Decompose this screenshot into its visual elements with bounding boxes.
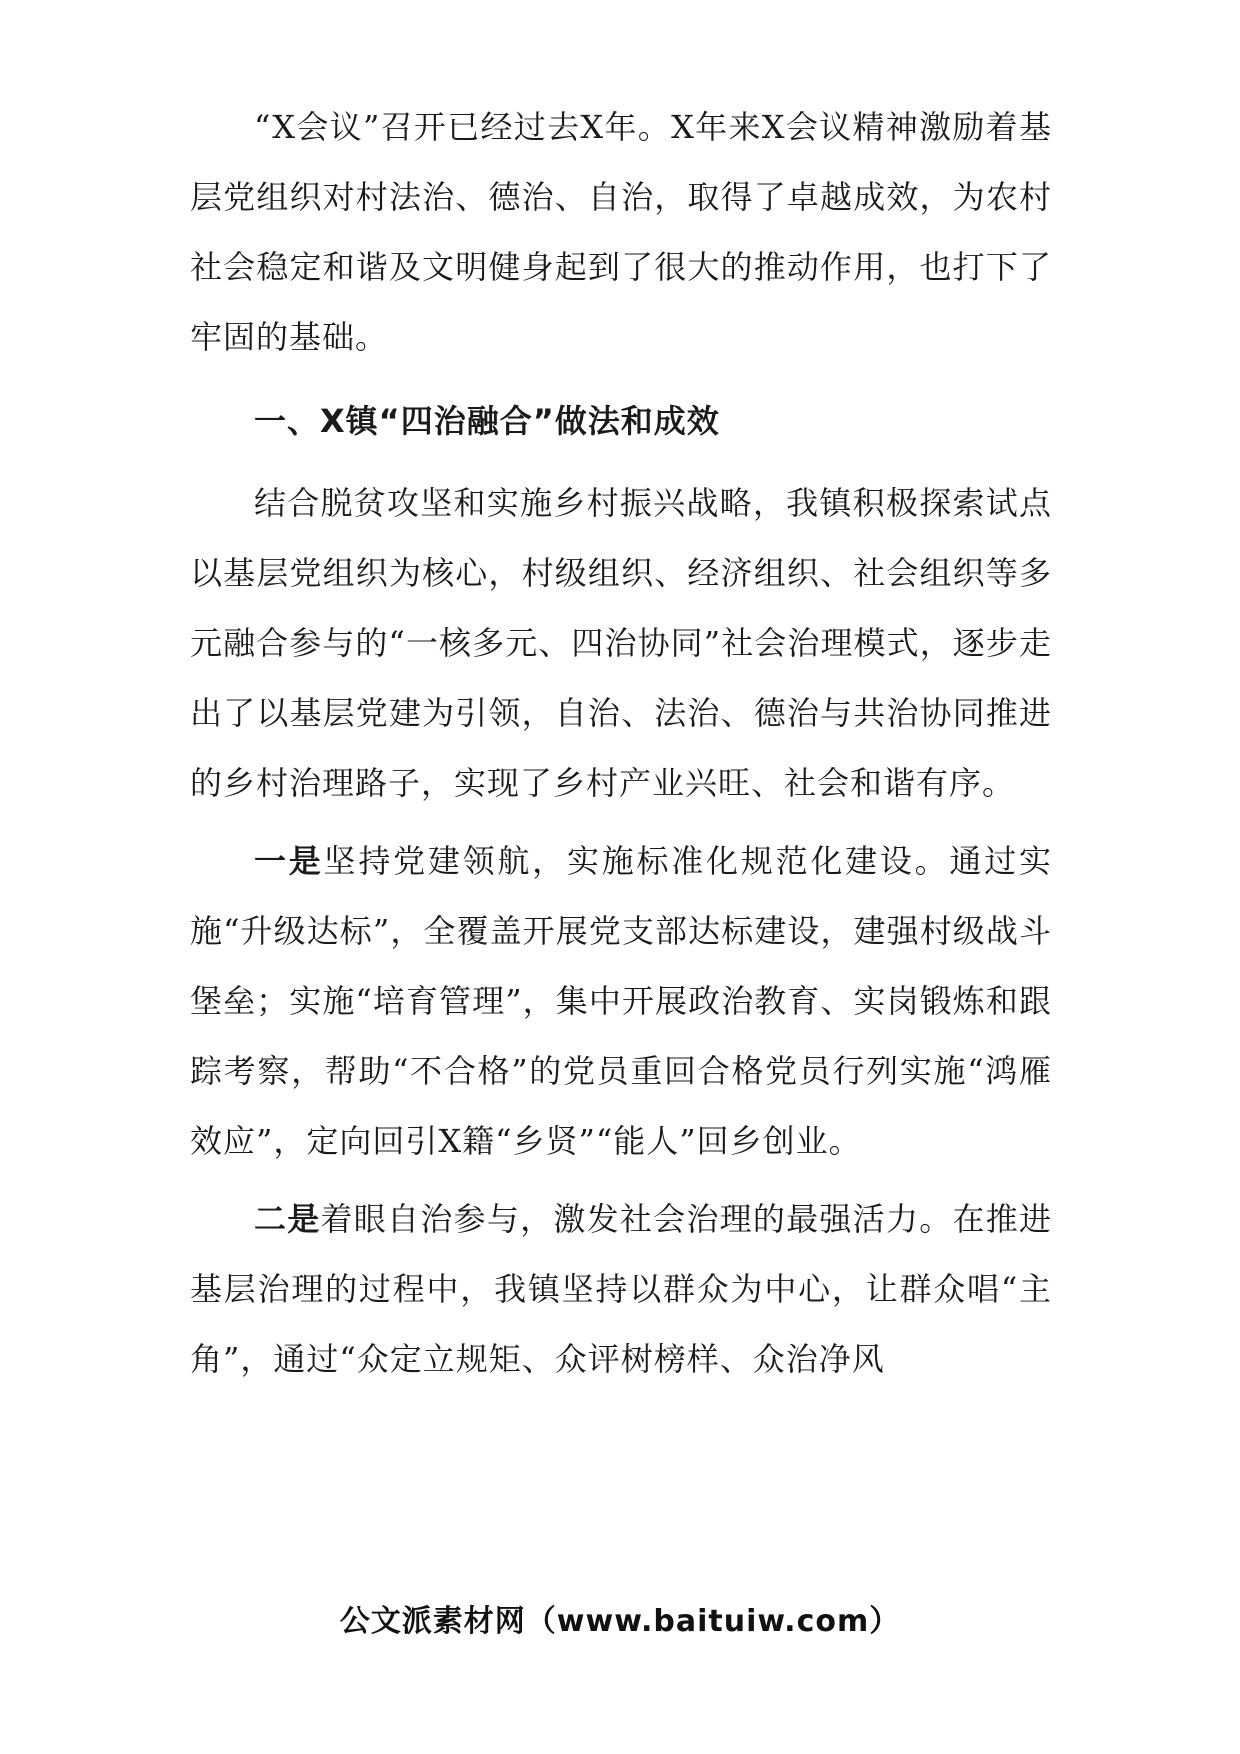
point-two-paragraph [190,1184,1052,1394]
document-body [190,92,1052,1402]
point-one-paragraph [190,826,1052,1176]
point-one-text: 坚持党建领航，实施标准化规范化建设。通过实施“升级达标”，全覆盖开展党支部达标建设，建强村级战斗堡垒；实施“培育管理”，集中开展政治教育、实岗锻炼和跟踪考察，帮助“不合格”的党员重回合格党员行列实施“鸿雁效应”，定向回引X籍“乡贤”“能人”回乡创业。 [190,842,1052,1160]
footer-source: 公文派素材网（www.baituiw.com） [339,1604,901,1639]
point-two-lead: 二是 [254,1200,321,1238]
section-heading: 一、X镇“四治融合”做法和成效 [254,402,720,440]
intro-paragraph: “X会议”召开已经过去X年。X年来X会议精神激励着基层党组织对村法治、德治、自治，取得了卓越成效，为农村社会稳定和谐及文明健身起到了很大的推动作用，也打下了牢固的基础。 [190,108,1052,356]
point-two-text: 着眼自治参与，激发社会治理的最强活力。在推进基层治理的过程中，我镇坚持以群众为中心，让群众唱“主角”，通过“众定立规矩、众评树榜样、众治净风 [190,1200,1052,1378]
section-paragraph: 结合脱贫攻坚和实施乡村振兴战略，我镇积极探索试点以基层党组织为核心，村级组织、经济组织、社会组织等多元融合参与的“一核多元、四治协同”社会治理模式，逐步走出了以基层党建为引领，自治、法治、德治与共治协同推进的乡村治理路子，实现了乡村产业兴旺、社会和谐有序。 [190,484,1052,802]
point-one-lead: 一是 [254,842,324,880]
